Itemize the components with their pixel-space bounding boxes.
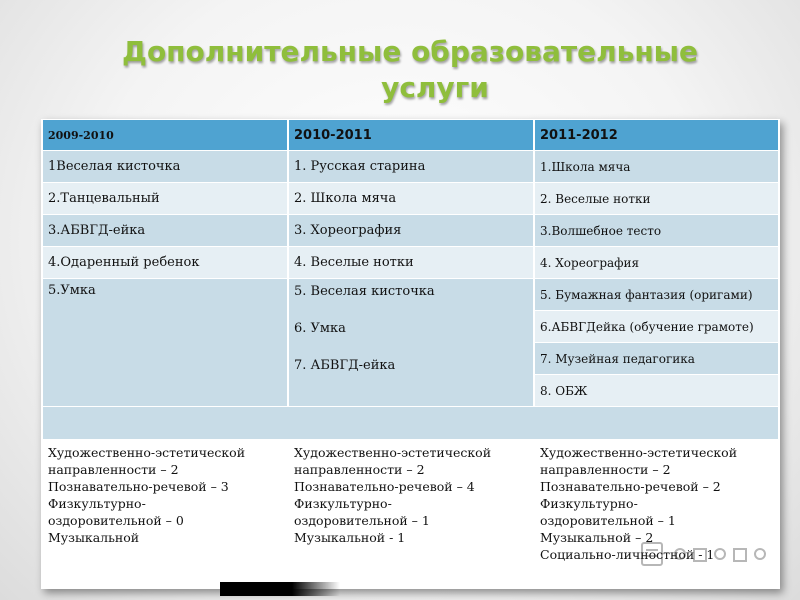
- summary-line: Познавательно-речевой – 3: [48, 479, 229, 494]
- table-cell: 8. ОБЖ: [534, 375, 779, 407]
- table-cell: 3.Волшебное тесто: [534, 215, 779, 247]
- summary-cell-2009-2010: [42, 440, 288, 589]
- table-cell: 6.АБВГДейка (обучение грамоте): [534, 311, 779, 343]
- merged-cell-col1: 5.Умка: [42, 279, 288, 407]
- summary-line: оздоровительной – 0: [48, 513, 184, 528]
- summary-line: Физкультурно-: [48, 496, 146, 511]
- merged-cell-col2: [288, 279, 534, 407]
- table-cell: 3.АБВГД-ейка: [42, 215, 288, 247]
- list-item: 6. Умка: [294, 321, 346, 336]
- list-item: 5. Веселая кисточка: [294, 284, 435, 299]
- summary-line: направленности – 2: [48, 462, 179, 477]
- list-item: 7. АБВГД-ейка: [294, 358, 396, 373]
- table-row: [42, 279, 779, 311]
- summary-line: Физкультурно-: [294, 496, 392, 511]
- summary-cell-2010-2011: [288, 440, 534, 589]
- summary-line: направленности – 2: [540, 462, 671, 477]
- table-cell: 4.Одаренный ребенок: [42, 247, 288, 279]
- spacer-cell: [42, 407, 779, 440]
- summary-line: Познавательно-речевой – 2: [540, 479, 721, 494]
- table-cell: 2. Веселые нотки: [534, 183, 779, 215]
- summary-line: Художественно-эстетической: [48, 445, 246, 460]
- table-cell: 3. Хореография: [288, 215, 534, 247]
- summary-line: Физкультурно-: [540, 496, 638, 511]
- summary-line: оздоровительной – 1: [294, 513, 430, 528]
- summary-line: Художественно-эстетической: [540, 445, 738, 460]
- table-row: [42, 151, 779, 183]
- table-cell: 1. Русская старина: [288, 151, 534, 183]
- summary-line: Музыкальной – 2: [540, 530, 654, 545]
- summary-line: Познавательно-речевой – 4: [294, 479, 475, 494]
- summary-line: Социально-личностной - 1: [540, 547, 715, 562]
- summary-line: направленности – 2: [294, 462, 425, 477]
- table-cell: 4. Веселые нотки: [288, 247, 534, 279]
- watermark-logo-icon: [640, 540, 770, 568]
- table-row: [42, 247, 779, 279]
- table-cell: 2. Школа мяча: [288, 183, 534, 215]
- header-2009-2010: 2009-2010: [42, 120, 288, 151]
- table-cell: 1.Школа мяча: [534, 151, 779, 183]
- table-cell: 7. Музейная педагогика: [534, 343, 779, 375]
- table-cell: 4. Хореография: [534, 247, 779, 279]
- summary-line: оздоровительной – 1: [540, 513, 676, 528]
- table-row: [42, 215, 779, 247]
- table-cell: 5. Бумажная фантазия (оригами): [534, 279, 779, 311]
- spacer-row: [42, 407, 779, 440]
- summary-line: Художественно-эстетической: [294, 445, 492, 460]
- table-header-row: [42, 120, 779, 151]
- page-title-line1: Дополнительные образовательные: [122, 35, 698, 68]
- page-title-line2: услуги: [381, 71, 489, 104]
- summary-line: Музыкальной: [48, 530, 140, 545]
- page-title: [0, 34, 800, 106]
- table-cell: 1Веселая кисточка: [42, 151, 288, 183]
- table-row: [42, 183, 779, 215]
- summary-line: Музыкальной - 1: [294, 530, 406, 545]
- decorative-line: [220, 582, 340, 596]
- services-table: [41, 119, 780, 589]
- header-2011-2012: 2011-2012: [534, 120, 779, 151]
- header-2010-2011: 2010-2011: [288, 120, 534, 151]
- table-cell: 2.Танцевальный: [42, 183, 288, 215]
